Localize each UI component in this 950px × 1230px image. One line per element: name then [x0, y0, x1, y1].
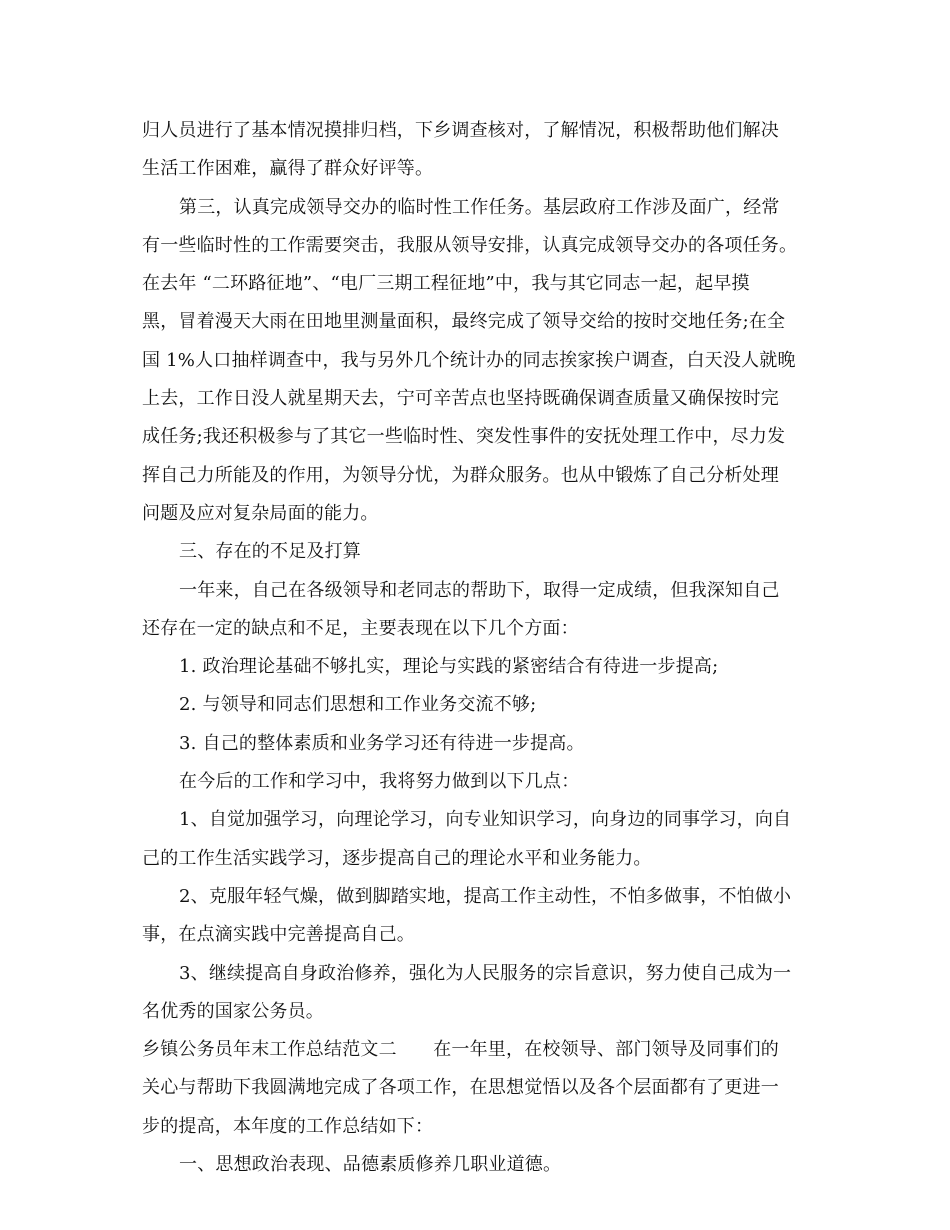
text-line: 步的提高，本年度的工作总结如下： [142, 1115, 434, 1137]
text-line: 2、克服年轻气燥，做到脚踏实地，提高工作主动性，不怕多做事，不怕做小 [179, 885, 792, 907]
text-line: 1. 政治理论基础不够扎实，理论与实践的紧密结合有待进一步提高; [179, 656, 719, 678]
text-line: 第三，认真完成领导交办的临时性工作任务。基层政府工作涉及面广，经常 [179, 196, 780, 218]
text-line: 成任务;我还积极参与了其它一些临时性、突发性事件的安抚处理工作中，尽力发 [142, 426, 786, 448]
text-line: 问题及应对复杂局面的能力。 [142, 502, 379, 524]
text-line: 关心与帮助下我圆满地完成了各项工作，在思想觉悟以及各个层面都有了更进一 [142, 1077, 779, 1099]
text-line: 国 1%人口抽样调查中，我与另外几个统计办的同志挨家挨户调查，白天没人就晚 [142, 349, 796, 371]
text-line: 3、继续提高自身政治修养，强化为人民服务的宗旨意识，努力使自己成为一 [179, 962, 792, 984]
text-line: 一、思想政治表现、品德素质修养几职业道德。 [179, 1154, 562, 1176]
text-line: 还存在一定的缺点和不足，主要表现在以下几个方面： [142, 617, 579, 639]
text-line: 名优秀的国家公务员。 [142, 1000, 324, 1022]
text-line: 3. 自己的整体素质和业务学习还有待进一步提高。 [179, 732, 585, 754]
text-line: 1、自觉加强学习，向理论学习，向专业知识学习，向身边的同事学习，向自 [179, 809, 792, 831]
document-body [142, 112, 807, 1184]
text-line: 归人员进行了基本情况摸排归档，下乡调查核对，了解情况，积极帮助他们解决 [142, 120, 779, 141]
text-line: 挥自己力所能及的作用，为领导分忧，为群众服务。也从中锻炼了自己分析处理 [142, 464, 779, 486]
text-line: 在去年 “二环路征地”、“电厂三期工程征地”中，我与其它同志一起，起早摸 [142, 273, 750, 295]
text-line: 生活工作困难，赢得了群众好评等。 [142, 158, 434, 180]
text-line: 黑，冒着漫天大雨在田地里测量面积，最终完成了领导交给的按时交地任务;在全 [142, 311, 786, 333]
text-line: 乡镇公务员年末工作总结范文二 在一年里，在校领导、部门领导及同事们的 [142, 1039, 779, 1061]
text-line: 在今后的工作和学习中，我将努力做到以下几点： [179, 771, 580, 793]
text-line: 有一些临时性的工作需要突击，我服从领导安排，认真完成领导交办的各项任务。 [142, 234, 798, 256]
text-line: 事，在点滴实践中完善提高自己。 [142, 924, 415, 946]
text-line: 己的工作生活实践学习，逐步提高自己的理论水平和业务能力。 [142, 847, 652, 869]
text-line: 一年来，自己在各级领导和老同志的帮助下，取得一定成绩，但我深知自己 [179, 579, 780, 601]
text-line: 上去，工作日没人就星期天去，宁可辛苦点也坚持既确保调查质量又确保按时完 [142, 388, 779, 410]
text-line: 2. 与领导和同志们思想和工作业务交流不够; [179, 694, 537, 716]
text-line: 三、存在的不足及打算 [179, 541, 361, 563]
